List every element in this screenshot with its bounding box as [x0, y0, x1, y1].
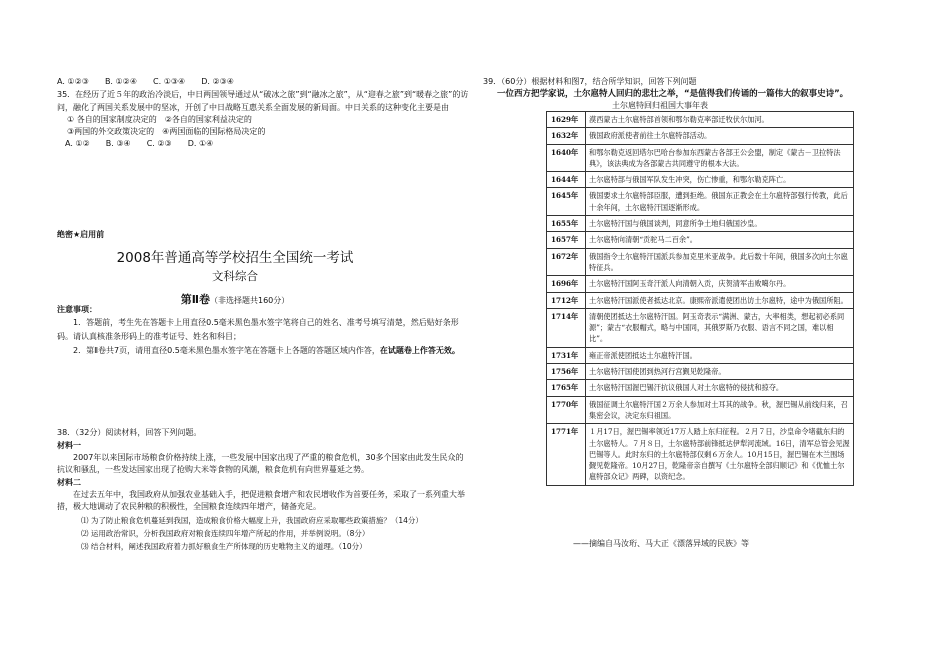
q35-item: ① 各自的国家制度决定的 ②各自的国家利益决定的	[67, 115, 252, 124]
question-38	[57, 427, 469, 553]
event-text: 俄国政府派使者前往土尔扈特部活动。	[586, 128, 854, 144]
table-row	[547, 128, 854, 144]
event-text: 土尔扈特汗国使团到热河行宫觐见乾隆帝。	[586, 364, 854, 380]
table-row	[547, 276, 854, 292]
table-row	[547, 292, 854, 308]
event-text: 土尔扈特部与俄国军队发生冲突，伤亡惨重，和鄂尔勒克阵亡。	[586, 172, 854, 188]
event-text: 土尔扈特向清朝“贡驼马二百余”。	[586, 232, 854, 248]
event-year: 1655年	[547, 216, 586, 232]
event-text: 土尔扈特汗国与俄国谈判，同意所争土地归俄国沙皇。	[586, 216, 854, 232]
event-year: 1657年	[547, 232, 586, 248]
q38-material-2-title: 材料二	[57, 477, 81, 487]
q39-quote: 一位西方把学家说，土尔扈特人回归的悲壮之举，“是值得我们传诵的一篇伟大的叙事史诗”。	[497, 89, 849, 99]
q35-option-c: C. ②③	[146, 139, 172, 148]
table-row	[547, 248, 854, 276]
event-year: 1756年	[547, 364, 586, 380]
table-row	[547, 396, 854, 424]
event-text: 俄国要求土尔扈特部臣服，遭到拒绝。俄国东正教会在土尔扈特部强行传教，此后十余年间，土尔扈特汗国逐渐形成。	[586, 188, 854, 216]
event-year: 1714年	[547, 308, 586, 347]
event-text: １月17日，渥巴锡率领近17万人踏上东归征程。２月７日，沙皇命令堵截东归的土尔扈特人。７月８日，土尔扈特部前锋抵达伊犁河流域。16日，清军总管会见渥巴锡等人。此时东归的土尔扈特部仅剩６万余人。10月15日，渥巴锡在木兰围场觐见乾隆帝。10月27日，乾隆帝亲自撰写《土尔扈特全部归顺记》和《优恤土尔扈特部众记》两碑，以资纪念。	[586, 424, 854, 485]
q38-sub-question-3: ⑶ 结合材料，阐述我国政府着力抓好粮食生产所体现的历史唯物主义的道理。（10分）	[81, 541, 367, 551]
event-text: 清朝使团抵达土尔扈特汗国。阿玉奇表示“满洲、蒙古，大率相类，想起初必系同源”；蒙古“衣服帽式，略与中国同，其俄罗斯乃衣服、语言不同之国，难以相比”。	[586, 308, 854, 347]
part-note: （非选择题共160分）	[209, 296, 290, 305]
event-year: 1765年	[547, 380, 586, 396]
q39-stem: 39．（60分）根据材料和图7，结合所学知识，回答下列问题	[483, 77, 697, 86]
table-row	[547, 364, 854, 380]
table-row	[547, 232, 854, 248]
event-year: 1632年	[547, 128, 586, 144]
event-text: 俄国征调土尔扈特汗国２万余人参加对土耳其的战争。秋，渥巴锡从前线归来，召集密会议，决定东归祖国。	[586, 396, 854, 424]
question-35	[57, 88, 469, 150]
table-row	[547, 380, 854, 396]
part-label: 第Ⅱ卷	[180, 293, 210, 306]
event-text: 和鄂尔勒克返回塔尔巴哈台参加东西蒙古各部王公会盟，制定《蒙古－卫拉特法典》，该法典成为各部蒙古共同遵守的根本大法。	[586, 144, 854, 172]
subject-title: 文科综合	[212, 269, 258, 283]
q35-option-a: A. ①②	[65, 139, 90, 148]
event-year: 1640年	[547, 144, 586, 172]
event-year: 1771年	[547, 424, 586, 485]
event-year: 1672年	[547, 248, 586, 276]
q35-stem: 35．在经历了近５年的政治冷淡后，中日两国领导通过从“破冰之旅”到“融冰之旅”，从“迎春之旅”到“暖春之旅”的访问，融化了两国关系发展中的坚冰，开创了中日战略互惠关系全面发展的新局面。中日关系的这种变化主要是由	[57, 90, 469, 112]
events-table-body	[547, 112, 854, 486]
table-row	[547, 188, 854, 216]
q34-option-b: B. ①②④	[104, 77, 138, 86]
event-text: 土尔扈特汗国渥巴锡汗抗议俄国人对土尔扈特的侵扰和掠夺。	[586, 380, 854, 396]
notes-item-1: 1．答题前，考生先在答题卡上用直径0.5毫米黑色墨水签字笔将自己的姓名、准考号填写清楚，然后贴好条形码。请认真核准条形码上的准考证号、姓名和科目；	[57, 318, 459, 341]
confidential-mark: 绝密★启用前	[57, 230, 105, 239]
table-source-caption: ——摘编自马汝珩、马大正《漂落异域的民族》等	[573, 539, 749, 548]
q34-options	[57, 76, 250, 88]
table-row	[547, 112, 854, 128]
event-year: 1731年	[547, 347, 586, 363]
q38-material-1-text: 2007年以来国际市场粮食价格持续上涨，一些发展中国家出现了严重的粮食危机，30多个国家由此发生民众的抗议和骚乱，一些发达国家出现了抢购大米等食物的风潮，粮食危机有向世界蔓延之势。	[57, 452, 464, 474]
q38-material-1-title: 材料一	[57, 440, 81, 450]
q38-sub-question-2: ⑵ 运用政治常识，分析我国政府对粮食连续四年增产所起的作用，并举例说明。（8分）	[81, 528, 370, 538]
notes-item-2-warning: 在试题卷上作答无效。	[379, 346, 460, 355]
event-year: 1629年	[547, 112, 586, 128]
event-text: 土尔扈特汗国阿玉奇汗派人向清朝入贡，庆贺清军击败噶尔丹。	[586, 276, 854, 292]
event-text: 漠西蒙古土尔扈特部首领和鄂尔勒克率部迁牧伏尔加河。	[586, 112, 854, 128]
table-row	[547, 347, 854, 363]
q38-stem: 38．（32分）阅读材料，回答下列问题。	[57, 428, 202, 437]
q35-option-d: D. ①④	[187, 139, 214, 148]
table-row	[547, 424, 854, 485]
notes-heading: 注意事项：	[57, 305, 97, 314]
notes-item-2	[57, 344, 469, 358]
q34-option-a: A. ①②③	[57, 77, 89, 86]
exam-title: 2008年普通高等学校招生全国统一考试	[116, 250, 354, 266]
q34-option-c: C. ①③④	[153, 77, 186, 86]
event-text: 土尔扈特汗国派使者抵达北京。康熙帝派遣使团出访土尔扈特，途中为俄国所阻。	[586, 292, 854, 308]
table-row	[547, 216, 854, 232]
event-year: 1644年	[547, 172, 586, 188]
notes-item-2-text: 2．第Ⅱ卷共7页，请用直径0.5毫米黑色墨水签字笔在答题卡上各题的答题区域内作答，	[73, 346, 380, 355]
q35-option-b: B. ③④	[105, 139, 131, 148]
events-table-title: 土尔扈特回归祖国大事年表	[612, 101, 708, 110]
table-row	[547, 144, 854, 172]
event-year: 1645年	[547, 188, 586, 216]
table-row	[547, 172, 854, 188]
event-year: 1712年	[547, 292, 586, 308]
q35-item: ③两国的外交政策决定的 ④两国面临的国际格局决定的	[67, 127, 266, 136]
q38-material-2-text: 在过去五年中，我国政府从加强农业基础入手，把促进粮食增产和农民增收作为首要任务，采取了一系列重大举措，极大地调动了农民种粮的积极性，全国粮食连续四年增产，储备充足。	[57, 489, 465, 511]
event-text: 俄国指令土尔扈特汗国派兵参加克里米亚战争。此后数十年间，俄国多次向土尔扈特征兵。	[586, 248, 854, 276]
q34-option-d: D. ②③④	[201, 77, 234, 86]
exam-notes	[57, 304, 469, 358]
events-table	[546, 111, 854, 486]
event-text: 雍正帝派使团抵达土尔扈特汗国。	[586, 347, 854, 363]
table-row	[547, 308, 854, 347]
q38-sub-question-1: ⑴ 为了防止粮食危机蔓延到我国，造成粮食价格大幅度上升，我国政府应采取哪些政策措施？（14分）	[81, 515, 423, 525]
q35-options	[57, 138, 469, 150]
event-year: 1696年	[547, 276, 586, 292]
event-year: 1770年	[547, 396, 586, 424]
